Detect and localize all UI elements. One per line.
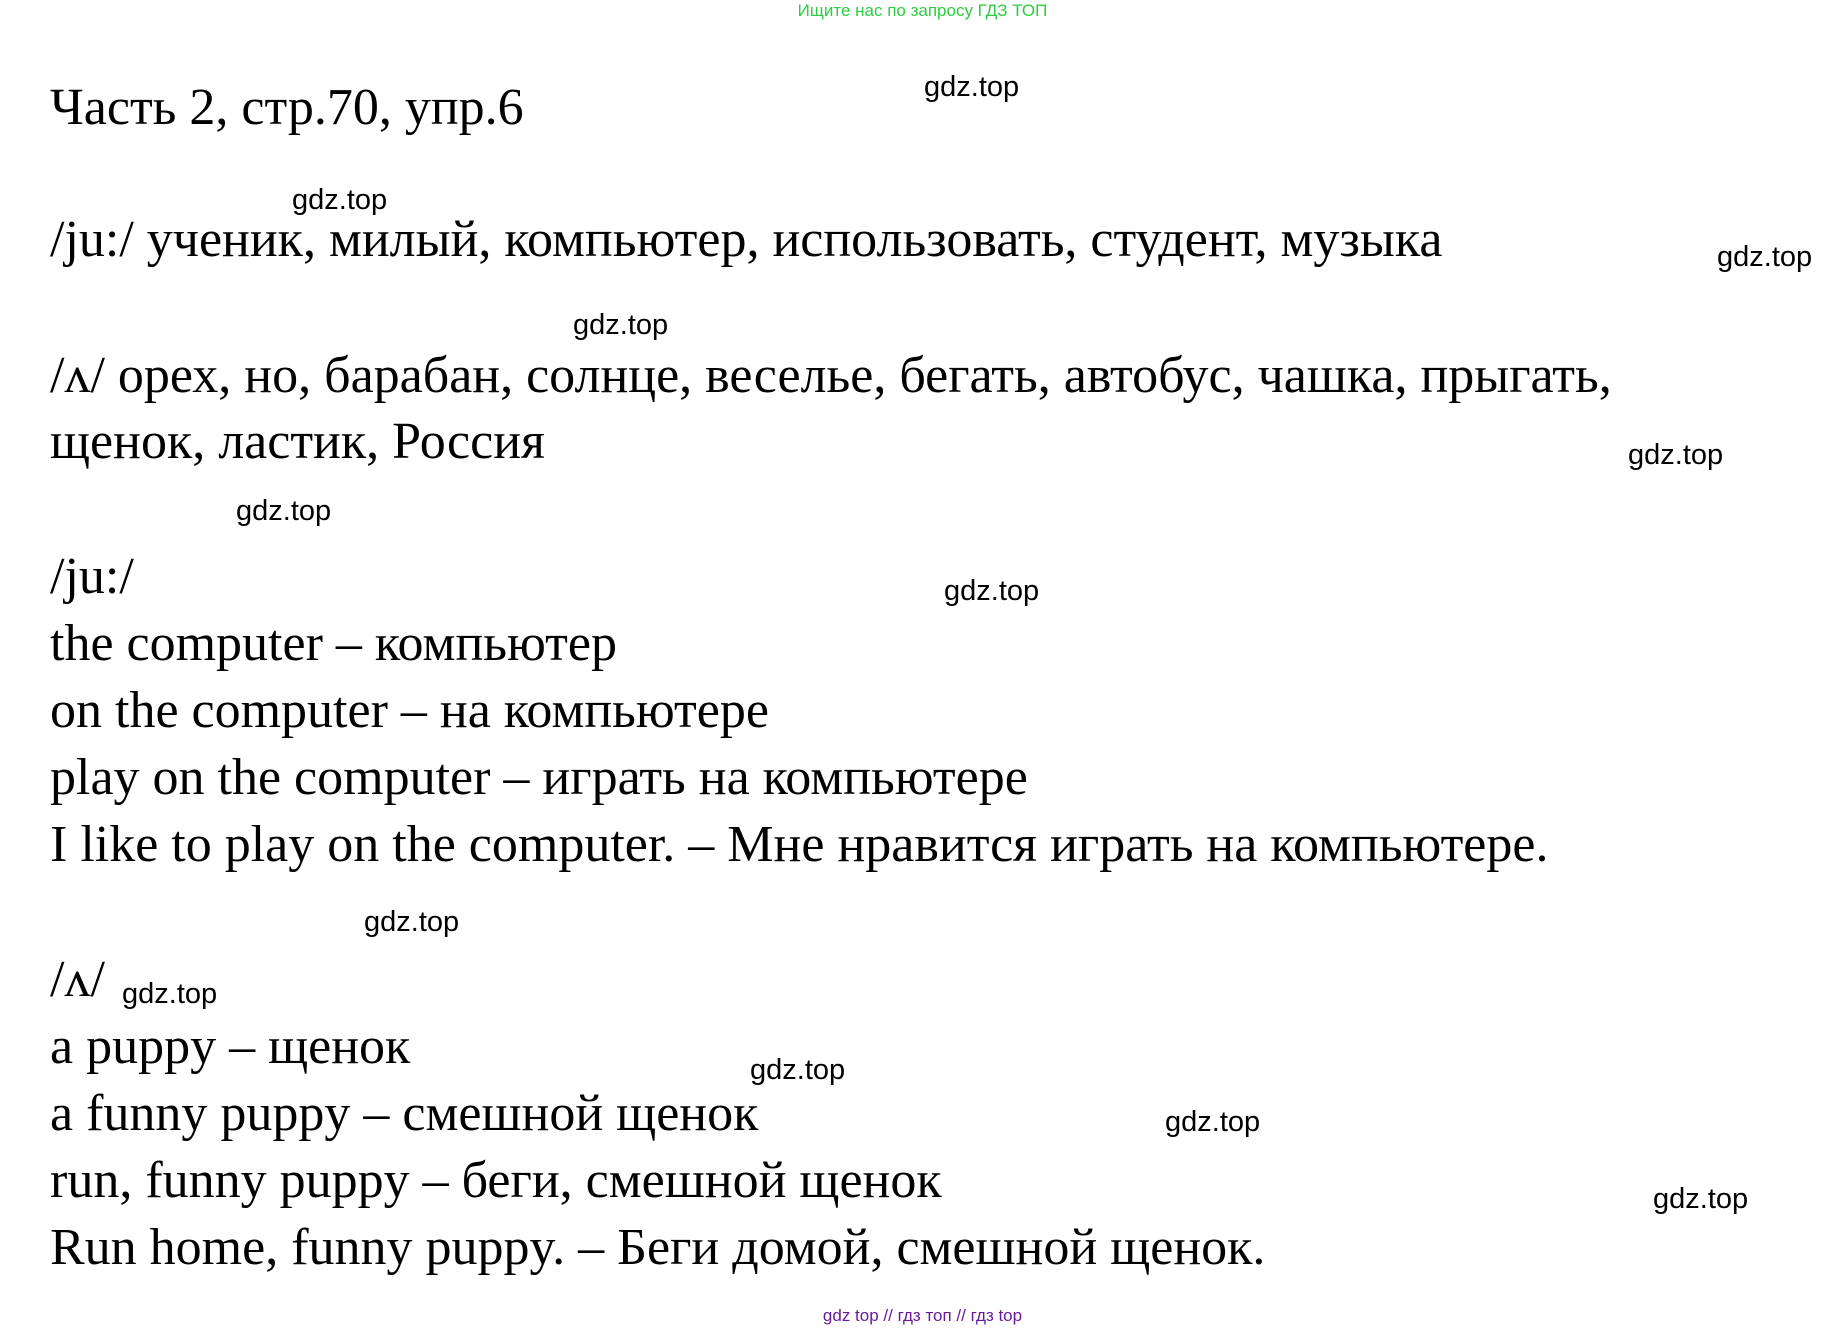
section4-line: Run home, funny puppy. – Беги домой, смешной щенок.	[50, 1219, 1266, 1276]
watermark: gdz.top	[750, 1054, 846, 1086]
watermark: gdz.top	[573, 309, 669, 341]
watermark: gdz.top	[122, 978, 218, 1010]
section4-line: a funny puppy – смешной щенок	[50, 1085, 759, 1142]
section2-line-2: щенок, ластик, Россия	[50, 413, 545, 470]
watermark: gdz.top	[292, 184, 388, 216]
watermark: gdz.top	[236, 495, 332, 527]
watermark: gdz.top	[1165, 1106, 1261, 1138]
watermark: gdz.top	[1628, 439, 1724, 471]
section3-line: I like to play on the computer. – Мне нравится играть на компьютере.	[50, 816, 1549, 873]
section4-line: a puppy – щенок	[50, 1018, 411, 1075]
section3-line: on the computer – на компьютере	[50, 682, 769, 739]
section3-heading: /ju:/	[50, 548, 134, 605]
section4-heading: /ʌ/	[50, 951, 105, 1008]
section3-line: play on the computer – играть на компьютере	[50, 749, 1028, 806]
watermark: gdz.top	[1717, 241, 1813, 273]
header-note: Ищите нас по запросу ГДЗ ТОП	[797, 1, 1048, 20]
section3-line: the computer – компьютер	[50, 615, 617, 672]
watermark: gdz.top	[364, 906, 460, 938]
watermark: gdz.top	[944, 575, 1040, 607]
watermark: gdz.top	[1653, 1183, 1749, 1215]
section2-line-1: /ʌ/ орех, но, барабан, солнце, веселье, бегать, автобус, чашка, прыгать,	[50, 347, 1612, 404]
section4-line: run, funny puppy – беги, смешной щенок	[50, 1152, 942, 1209]
section1-line: /ju:/ ученик, милый, компьютер, использовать, студент, музыка	[50, 211, 1443, 268]
footer-note: gdz top // гдз топ // гдз top	[822, 1306, 1023, 1325]
page-title: Часть 2, стр.70, упр.6	[50, 79, 524, 136]
watermark: gdz.top	[924, 71, 1020, 103]
